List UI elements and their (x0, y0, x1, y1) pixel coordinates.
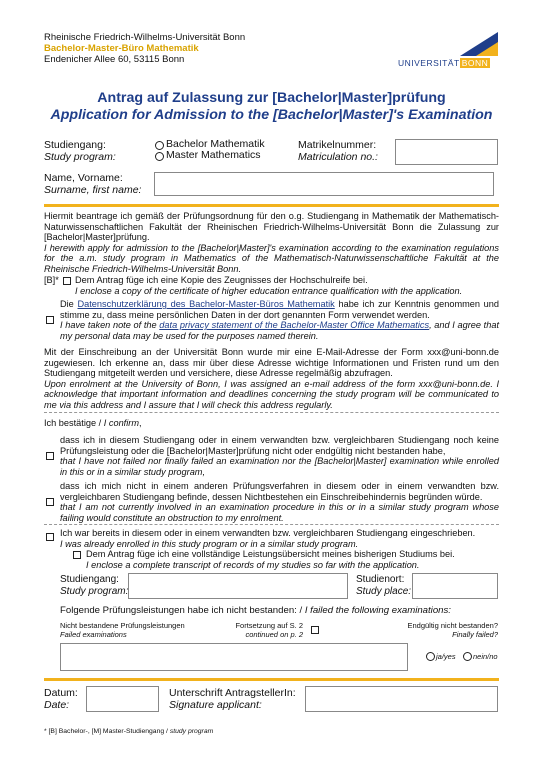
failed-col1: Nicht bestandene Prüfungsleistungen Failed examinations (60, 621, 185, 639)
logo-text-left: UNIVERSITÄT (398, 58, 460, 68)
confirm-item2: dass ich mich nicht in einem anderen Prüfungsverfahren in diesem oder in einem verwandten bzw. vergleichbaren Studiengang befinde, dessen Nichtbestehen ein Einschreibehindernis begründen würde. that I am not currently involved in an examination procedure in this or in a similar study program whose failing would constitute an obstruction to my enrolment. (60, 481, 499, 523)
failed-col2: Fortsetzung auf S. 2 continued on p. 2 (235, 621, 303, 639)
title-de: Antrag auf Zulassung zur [Bachelor|Master]prüfung (97, 90, 446, 106)
program-master-label: Master Mathematics (166, 149, 261, 161)
header (44, 32, 245, 65)
prev-program-field[interactable] (128, 573, 348, 599)
divider (44, 204, 499, 207)
program-label: Studiengang: Study program: (44, 139, 116, 163)
certificate-text: Dem Antrag füge ich eine Kopie des Zeugnisses der Hochschulreife bei. I enclose a copy of the certificate of higher education entrance qualification with the application. (75, 275, 463, 296)
program-bachelor-radio[interactable] (155, 141, 164, 150)
privacy-link-en[interactable]: data privacy statement of the Bachelor-Master Office Mathematics (159, 320, 430, 330)
study-place-label: Studienort: Study place: (356, 574, 412, 597)
finally-failed-no-radio[interactable] (463, 652, 472, 661)
program-bachelor-label: Bachelor Mathematik (166, 138, 265, 150)
logo-text-right: BONN (461, 58, 489, 68)
intro-text: Hiermit beantrage ich gemäß der Prüfungsordnung für den o.g. Studiengang in Mathematik der Mathematisch-Naturwissenschaftlichen Fakultät der Rheinischen Friedrich-Wilhelms-Universität Bonn die Zulassung zur [Bachelor|Master]prüfung. I herewith apply for admission to the [Bachelor|Master]'s examination according to the examination regulations for the a.m. study program in Mathematics of the Mathematisch-Naturwissenschaftliche Fakultät at the Rheinische Friedrich-Wilhelms-Universität Bonn. (44, 211, 499, 274)
footnote: * [B] Bachelor-, [M] Master-Studiengang / study program (44, 728, 214, 735)
failed-col3: Endgültig nicht bestanden? Finally failed? (407, 621, 498, 639)
transcript-checkbox[interactable] (73, 551, 81, 559)
separator (44, 524, 499, 525)
matrikel-label: Matrikelnummer: Matriculation no.: (298, 139, 378, 163)
date-label: Datum: Date: (44, 687, 78, 711)
signature-label: Unterschrift AntragstellerIn: Signature applicant: (169, 687, 296, 711)
failed-exams-field[interactable] (60, 643, 408, 671)
logo-mark-icon (398, 30, 500, 58)
date-field[interactable] (86, 686, 159, 712)
matrikel-field[interactable] (395, 139, 498, 165)
confirm-heading: Ich bestätige / I confirm, (44, 418, 142, 428)
privacy-text: Die Datenschutzerklärung des Bachelor-Master-Büros Mathematik habe ich zur Kenntnis genommen und stimme zu, dass meine persönlichen Daten in der dort genannten Form verwendet werden. I have taken note of the data privacy statement of the Bachelor-Master Office Mathematics, and I agree that my personal data may be used for the purposes named therein. (60, 299, 500, 341)
privacy-link-de[interactable]: Datenschutzerklärung des Bachelor-Master-Büros Mathematik (77, 299, 335, 309)
no-label: nein/no (473, 652, 498, 661)
page-title (0, 90, 543, 124)
transcript-text: Dem Antrag füge ich eine vollständige Leistungsübersicht meines bisherigen Studiums bei. I enclose a complete transcript of records of my studies so far with the application. (86, 549, 455, 570)
divider (44, 678, 499, 681)
confirm-item2-checkbox[interactable] (46, 498, 54, 506)
program-master-radio[interactable] (155, 152, 164, 161)
name-field[interactable] (154, 172, 494, 196)
finally-failed-yes-radio[interactable] (426, 652, 435, 661)
enrolled-checkbox[interactable] (46, 533, 54, 541)
office-address: Endenicher Allee 60, 53115 Bonn (44, 54, 185, 65)
office-name: Bachelor-Master-Büro Mathematik (44, 43, 199, 54)
study-place-field[interactable] (412, 573, 498, 599)
failed-heading: Folgende Prüfungsleistungen habe ich nicht bestanden: / I failed the following examinations: (60, 605, 451, 616)
enrolled-text: Ich war bereits in diesem oder in einem verwandten bzw. vergleichbaren Studiengang eingeschrieben. I was already enrolled in this study program or in a similar study program. (60, 528, 476, 549)
prev-program-label: Studiengang: Study program: (60, 574, 129, 597)
privacy-checkbox[interactable] (46, 316, 54, 324)
university-name: Rheinische Friedrich-Wilhelms-Universität Bonn (44, 32, 246, 43)
signature-field[interactable] (305, 686, 498, 712)
email-text: Mit der Einschreibung an der Universität Bonn wurde mir eine E-Mail-Adresse der Form xxx@uni-bonn.de zugewiesen. Ich erkenne an, dass mir über diese Adresse wichtige Informationen und Fristen rund um den Studiengang mitgeteilt werden und versichere, diese Adresse regelmäßig abzufragen. Upon enrolment at the University of Bonn, I was assigned an e-mail address of the form xxx@uni-bonn.de. I acknowledge that important information and deadlines concerning the study program will be communicated to me via this address and I assure that I will check this address regularly. (44, 347, 499, 410)
name-label: Name, Vorname: Surname, first name: (44, 172, 142, 196)
university-logo (398, 30, 500, 70)
certificate-checkbox[interactable] (63, 277, 71, 285)
continued-checkbox[interactable] (311, 626, 319, 634)
bachelor-marker: [B]* (44, 275, 59, 285)
confirm-item1: dass ich in diesem Studiengang oder in einem verwandten bzw. vergleichbaren Studiengang noch keine Prüfungsleistung oder die [Bachelor|Master]prüfung nicht oder endgültig nicht bestanden habe, that I have not failed nor finally failed an examination nor the [Bachelor|Master] examination while enrolled in this or in a similar study program, (60, 435, 499, 477)
yes-label: ja/yes (436, 652, 456, 661)
title-en: Application for Admission to the [Bachelor|Master]'s Examination (50, 107, 493, 123)
confirm-item1-checkbox[interactable] (46, 452, 54, 460)
separator (44, 412, 499, 413)
